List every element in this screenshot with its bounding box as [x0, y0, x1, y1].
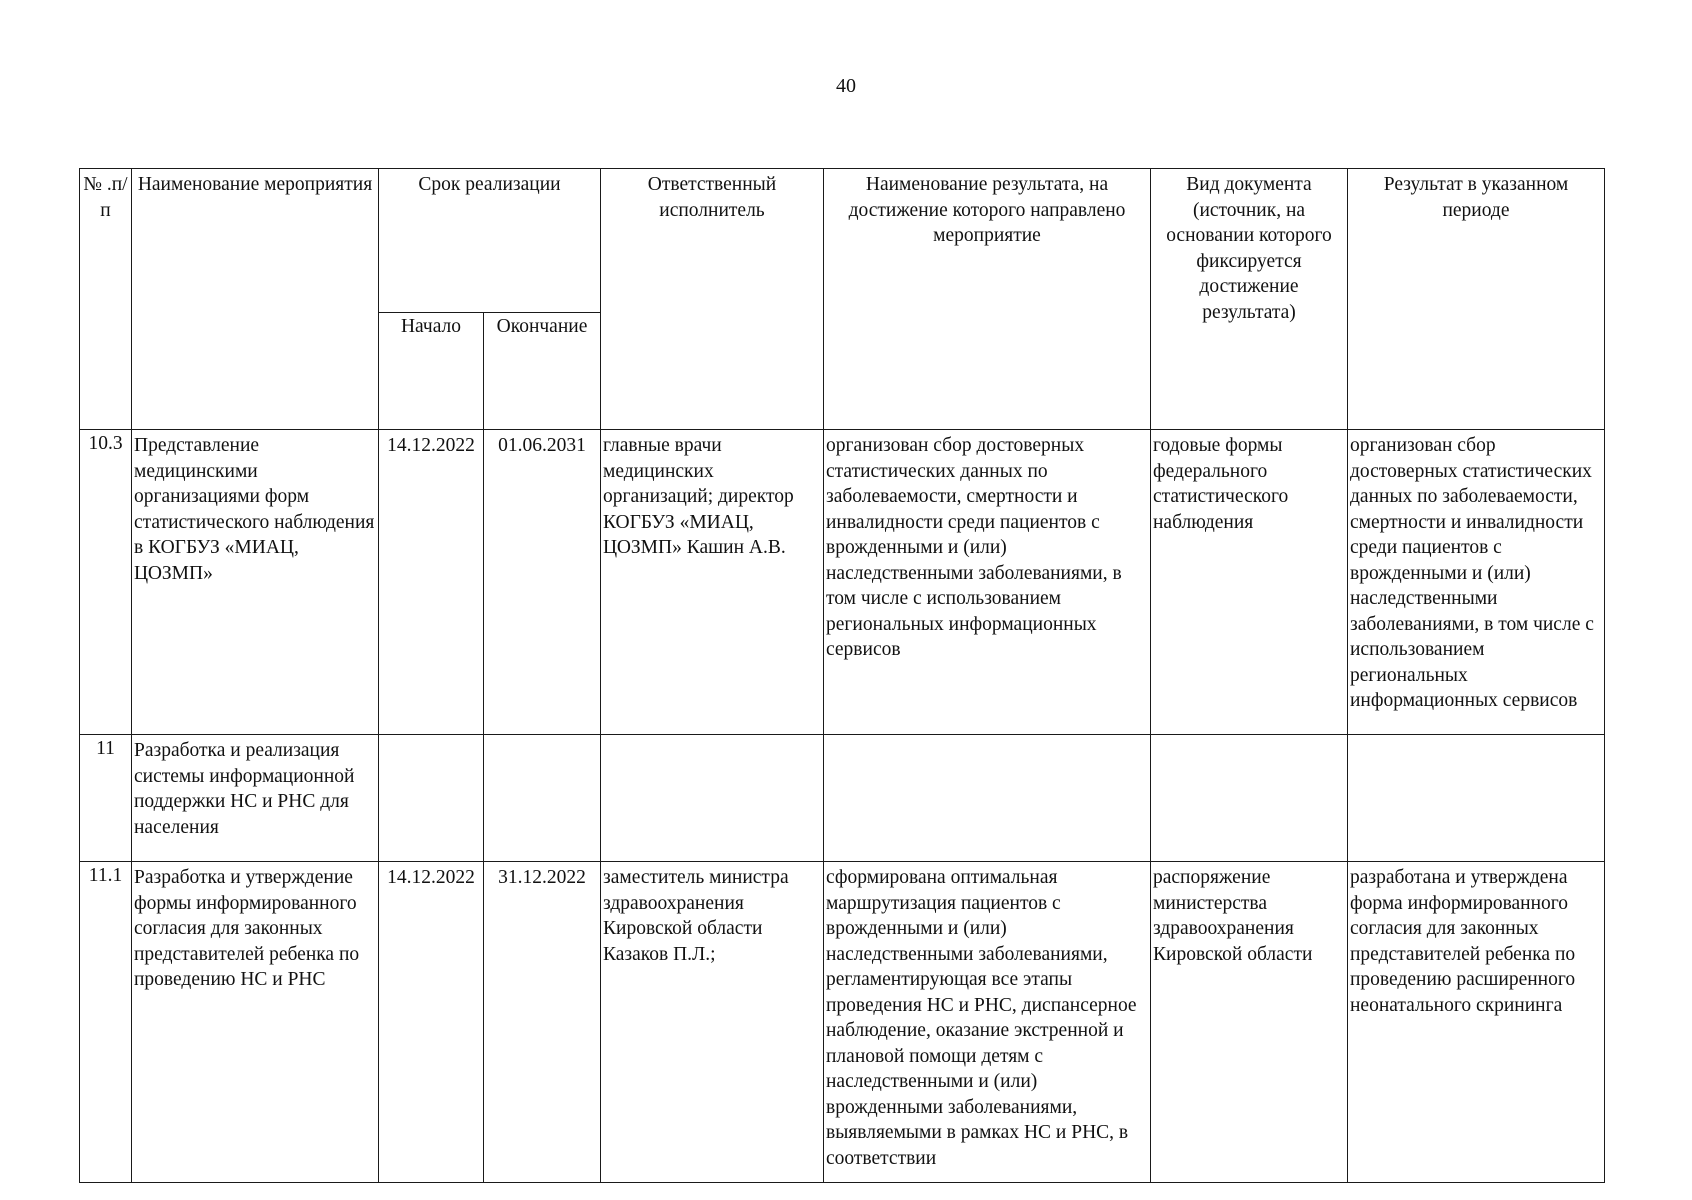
header-row	[80, 169, 1605, 313]
row-end: 31.12.2022	[484, 862, 601, 1183]
row-result: организован сбор достоверных статистических данных по заболеваемости, смертности и инвалидности среди пациентов с врожденными и (или) наследственными заболеваниями, в том числе с использованием региональных информационных сервисов	[1348, 430, 1605, 735]
row-result-name: организован сбор достоверных статистических данных по заболеваемости, смертности и инвалидности среди пациентов с врожденными и (или) наследственными заболеваниями, в том числе с использованием региональных информационных сервисов	[824, 430, 1151, 735]
row-name: Разработка и утверждение формы информированного согласия для законных представителей ребенка по проведению НС и РНС	[132, 862, 379, 1183]
row-result: разработана и утверждена форма информированного согласия для законных представителей ребенка по проведению расширенного неонатального скрининга	[1348, 862, 1605, 1183]
row-name: Представление медицинскими организациями форм статистического наблюдения в КОГБУЗ «МИАЦ, ЦОЗМП»	[132, 430, 379, 735]
table-row	[80, 430, 1605, 735]
row-start: 14.12.2022	[379, 862, 484, 1183]
row-responsible: главные врачи медицинских организаций; директор КОГБУЗ «МИАЦ, ЦОЗМП» Кашин А.В.	[601, 430, 824, 735]
measures-table	[79, 168, 1605, 1183]
header-end: Окончание	[484, 313, 601, 430]
row-num: 11.1	[80, 862, 132, 1183]
header-period: Срок реализации	[379, 169, 601, 313]
row-num: 11	[80, 735, 132, 862]
row-responsible	[601, 735, 824, 862]
row-num: 10.3	[80, 430, 132, 735]
header-result: Результат в указанном периоде	[1348, 169, 1605, 430]
row-result	[1348, 735, 1605, 862]
header-num: № .п/п	[80, 169, 132, 430]
row-result-name	[824, 735, 1151, 862]
row-end: 01.06.2031	[484, 430, 601, 735]
row-end	[484, 735, 601, 862]
header-result-name: Наименование результата, на достижение которого направлено мероприятие	[824, 169, 1151, 430]
row-result-name: сформирована оптимальная маршрутизация пациентов с врожденными и (или) наследственными заболеваниями, регламентирующая все этапы проведения НС и РНС, диспансерное наблюдение, оказание экстренной и плановой помощи детям с наследственными и (или) врожденными заболеваниями, выявляемыми в рамках НС и РНС, в соответствии	[824, 862, 1151, 1183]
row-responsible: заместитель министра здравоохранения Кировской области Казаков П.Л.;	[601, 862, 824, 1183]
header-name: Наименование мероприятия	[132, 169, 379, 430]
table-row	[80, 735, 1605, 862]
row-doc-type: годовые формы федерального статистического наблюдения	[1151, 430, 1348, 735]
row-start	[379, 735, 484, 862]
row-doc-type: распоряжение министерства здравоохранения Кировской области	[1151, 862, 1348, 1183]
header-doc-type: Вид документа (источник, на основании которого фиксируется достижение результата)	[1151, 169, 1348, 430]
row-doc-type	[1151, 735, 1348, 862]
header-responsible: Ответственный исполнитель	[601, 169, 824, 430]
header-start: Начало	[379, 313, 484, 430]
row-start: 14.12.2022	[379, 430, 484, 735]
page-number: 40	[836, 75, 856, 97]
row-name: Разработка и реализация системы информационной поддержки НС и РНС для населения	[132, 735, 379, 862]
table-row	[80, 862, 1605, 1183]
